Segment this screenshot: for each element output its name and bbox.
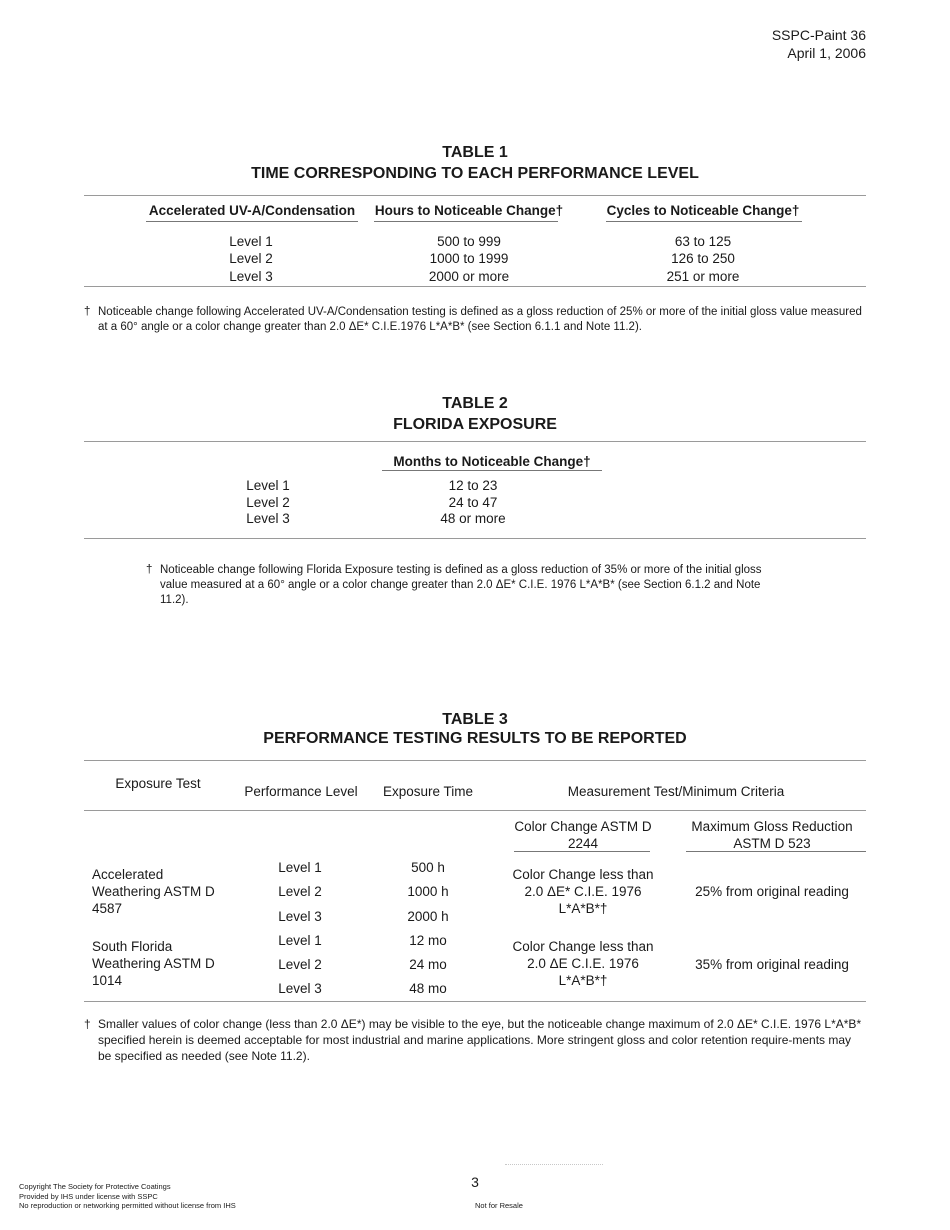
table-1-cell: Level 3 (229, 269, 273, 284)
table-1-col-underline (606, 221, 802, 222)
table-2-cell: 48 or more (440, 511, 506, 526)
footer-provided: Provided by IHS under license with SSPC (19, 1192, 158, 1201)
table-3-header-performance-level: Performance Level (244, 784, 358, 799)
table-3-footnote-text: Smaller values of color change (less than 2.0 ΔE*) may be visible to the eye, but the noticeable change maximum of 2.0 ΔE* C.I.E. 1976 L*A*B* specified herein is deemed acceptable for most industrial and marine applications. More stringent gloss and color retention require-ments may be specified as needed (see Note 11.2). (98, 1017, 862, 1063)
table-3-exposure-test-cell: South Florida Weathering ASTM D 1014 (92, 939, 215, 988)
table-1-col-header: Hours to Noticeable Change† (374, 203, 564, 218)
table-1-col-underline (374, 221, 558, 222)
table-3-level-cell: Level 2 (278, 957, 322, 972)
dagger-mark: † (84, 306, 91, 318)
table-3-header-measurement: Measurement Test/Minimum Criteria (567, 784, 785, 799)
table-3-exposure-test-cell: Accelerated Weathering ASTM D 4587 (92, 867, 215, 916)
table-2-label: TABLE 2 (442, 395, 508, 412)
table-3-footnote (84, 1016, 866, 1064)
table-3-header-exposure-test: Exposure Test (115, 776, 201, 791)
table-2-cell: 12 to 23 (448, 478, 498, 493)
table-3-header-color-change: Color Change ASTM D 2244 (514, 819, 652, 851)
table-1-cell: Level 1 (229, 234, 273, 249)
footer-dotted-rule (505, 1164, 603, 1165)
table-3-time-cell: 2000 h (407, 909, 449, 924)
table-2-footnote-text: Noticeable change following Florida Exposure testing is defined as a gloss reduction of 35% or more of the initial gloss value measured at a 60° angle or a color change greater than 2.0 ΔE* C.I.E. 1976 L*A*B* (see Section 6.1.2 and Note 11.2). (160, 564, 762, 606)
table-3-time-cell: 1000 h (407, 884, 449, 899)
table-3-level-cell: Level 3 (278, 909, 322, 924)
table-2-cell: Level 1 (246, 478, 290, 493)
header-doc-id: SSPC-Paint 36 (771, 27, 866, 43)
table-2-cell: Level 2 (246, 495, 290, 510)
table-3-time-cell: 12 mo (409, 933, 447, 948)
table-3-level-cell: Level 1 (278, 933, 322, 948)
table-3-level-cell: Level 3 (278, 981, 322, 996)
table-3-bottom-rule (84, 1001, 866, 1002)
table-1-cell: 1000 to 1999 (429, 251, 509, 266)
table-3-title: PERFORMANCE TESTING RESULTS TO BE REPORTED (263, 730, 687, 747)
table-3-time-cell: 500 h (411, 860, 445, 875)
table-1-cell: 2000 or more (428, 269, 510, 284)
header-date: April 1, 2006 (787, 45, 866, 61)
table-1-title: TIME CORRESPONDING TO EACH PERFORMANCE LEVEL (251, 165, 699, 182)
table-1-cell: 126 to 250 (671, 251, 735, 266)
table-3-color-criteria-cell: Color Change less than 2.0 ΔE C.I.E. 1976 L*A*B*† (512, 939, 654, 988)
table-1-cell: Level 2 (229, 251, 273, 266)
table-1-label: TABLE 1 (442, 144, 508, 161)
table-3-header-rule (84, 810, 866, 811)
table-3-time-cell: 48 mo (409, 981, 447, 996)
table-1-cell: 63 to 125 (674, 234, 732, 249)
table-2-cell: 24 to 47 (448, 495, 498, 510)
table-2-top-rule (84, 441, 866, 442)
table-1-footnote-text: Noticeable change following Accelerated UV-A/Condensation testing is defined as a gloss reduction of 25% or more of the initial gloss value measured at a 60° angle or a color change greater than 2.0 ΔE* C.I.E.1976 L*A*B* (see Section 6.1.1 and Note 11.2). (98, 306, 862, 333)
table-2-col-header: Months to Noticeable Change† (393, 454, 591, 469)
table-2-col-underline (382, 470, 602, 471)
footer-not-for-resale: Not for Resale (475, 1201, 523, 1210)
table-3-label: TABLE 3 (442, 711, 508, 728)
page-number: 3 (471, 1174, 479, 1190)
table-1-footnote (84, 305, 866, 335)
table-1-col-header: Accelerated UV-A/Condensation (148, 203, 356, 218)
table-1-col-underline (146, 221, 358, 222)
dagger-mark: † (146, 564, 153, 576)
table-3-time-cell: 24 mo (409, 957, 447, 972)
table-3-color-criteria-cell: Color Change less than 2.0 ΔE* C.I.E. 1976 L*A*B*† (512, 867, 654, 916)
table-3-header-exposure-time: Exposure Time (382, 784, 474, 799)
table-1-top-rule (84, 195, 866, 196)
table-3-top-rule (84, 760, 866, 761)
table-3-level-cell: Level 1 (278, 860, 322, 875)
table-2-footnote (146, 563, 790, 608)
table-1-cell: 251 or more (666, 269, 740, 284)
table-1-cell: 500 to 999 (437, 234, 501, 249)
table-2-title: FLORIDA EXPOSURE (393, 416, 557, 433)
table-1-bottom-rule (84, 286, 866, 287)
table-2-bottom-rule (84, 538, 866, 539)
table-3-header-gloss-reduction: Maximum Gloss Reduction ASTM D 523 (691, 819, 853, 851)
footer-copyright: Copyright The Society for Protective Coatings (19, 1182, 171, 1191)
table-3-gloss-criteria-cell: 35% from original reading (695, 957, 849, 972)
table-3-subheader-underline (514, 851, 650, 852)
dagger-mark: † (84, 1017, 91, 1031)
table-1-col-header: Cycles to Noticeable Change† (606, 203, 800, 218)
table-3-level-cell: Level 2 (278, 884, 322, 899)
table-3-gloss-criteria-cell: 25% from original reading (695, 884, 849, 899)
footer-no-reproduction: No reproduction or networking permitted without license from IHS (19, 1201, 236, 1210)
table-2-cell: Level 3 (246, 511, 290, 526)
table-3-subheader-underline (686, 851, 866, 852)
